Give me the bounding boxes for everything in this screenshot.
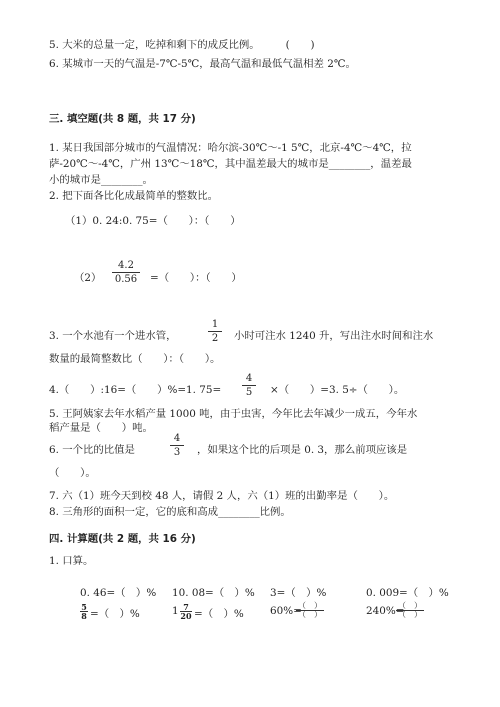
section-3-title: 三. 填空题(共 8 题，共 17 分): [49, 113, 196, 125]
fill-q2-part2-fraction: [112, 260, 140, 285]
fraction-bar: [242, 385, 256, 386]
calc-row2-item1-tail: =（ ）%: [90, 608, 140, 620]
fill-q3-fraction: [208, 319, 222, 344]
fraction-bar: [208, 331, 222, 332]
fill-q1-line2: 萨-20℃～-4℃，广州 13℃～18℃，其中温差最大的城市是________，温差最: [49, 158, 412, 170]
fill-q6-a: 6. 一个比的比值是: [49, 444, 135, 456]
fraction-bar: [170, 445, 184, 446]
fill-q5-line2: 稻产量是（ ）吨。: [49, 422, 153, 434]
section-4-title: 四. 计算题(共 2 题，共 16 分): [49, 533, 196, 545]
fill-q6-fraction: [170, 433, 184, 458]
fraction-numerator: 4: [173, 433, 181, 444]
fill-q4-fraction: [242, 373, 256, 398]
calc-row2-item2-whole: 1: [172, 605, 179, 617]
calc-row1-item1: 0. 46=（ ）%: [80, 587, 157, 599]
fraction-numerator: 7: [183, 602, 189, 612]
calc-row2-item1-fraction: [80, 603, 88, 620]
fraction-denominator: 5: [245, 387, 253, 398]
fraction-denominator-blank: （ ）: [398, 610, 422, 619]
calc-row2-item3-fraction: [296, 602, 324, 619]
fraction-denominator-blank: （ ）: [298, 610, 322, 619]
fraction-denominator: 3: [173, 447, 181, 458]
fraction-numerator-blank: （ ）: [398, 601, 422, 610]
fill-q1-line1: 1. 某日我国部分城市的气温情况：哈尔滨-30℃～-1 5℃，北京-4℃～4℃，拉: [49, 142, 412, 154]
fill-q7: 7. 六（1）班今天到校 48 人，请假 2 人，六（1）班的出勤率是（ ）。: [49, 490, 395, 502]
fraction-bar: [112, 272, 140, 273]
fraction-denominator: 0.56: [114, 274, 138, 285]
fraction-denominator: 20: [180, 611, 192, 621]
calc-row2-item4-head: 240%=: [366, 605, 405, 617]
fill-q5-line1: 5. 王阿姨家去年水稻产量 1000 吨，由于虫害，今年比去年减少一成五，今年水: [49, 408, 418, 420]
fraction-numerator-blank: （ ）: [298, 601, 322, 610]
fraction-numerator: 4: [245, 373, 253, 384]
fill-q3-line1-a: 3. 一个水池有一个进水管，: [49, 330, 177, 342]
fraction-numerator: 4.2: [118, 260, 134, 271]
judgment-q5: 5. 大米的总量一定，吃掉和剩下的成反比例。 ( ): [49, 39, 315, 51]
fill-q6-line2: （ ）。: [49, 467, 96, 479]
fill-q4-a: 4.（ ）:16=（ ）%=1. 75=: [49, 384, 222, 396]
fraction-denominator: 2: [211, 333, 219, 344]
fill-q3-line1-b: 小时可注水 1240 升，写出注水时间和注水: [234, 330, 434, 342]
fraction-denominator: 8: [81, 611, 87, 621]
judgment-q6: 6. 某城市一天的气温是-7℃-5℃，最高气温和最低气温相差 2℃。: [49, 58, 356, 70]
calc-row1-item4: 0. 009=（ ）%: [366, 587, 449, 599]
calc-row2-item3-head: 60%=: [270, 605, 302, 617]
calc-row2-item2-fraction: [180, 603, 192, 620]
fill-q2-part1: （1）0. 24:0. 75=（ ）：（ ）: [65, 215, 241, 227]
fill-q1-line3: 小的城市是________。: [49, 174, 153, 186]
fill-q2-part2-label: （2）: [74, 272, 102, 284]
fill-q8: 8. 三角形的面积一定，它的底和高成________比例。: [49, 506, 291, 518]
calc-row2-item4-fraction: [396, 602, 424, 619]
calc-row1-item3: 3=（ ）%: [270, 587, 327, 599]
fill-q2-part2-tail: =（ ）：（ ）: [150, 272, 242, 284]
fill-q3-line2: 数量的最简整数比（ ）：（ ）。: [49, 353, 221, 365]
calc-row1-item2: 10. 08=（ ）%: [172, 587, 255, 599]
fill-q4-b: ×（ ）=3. 5÷（ ）。: [270, 384, 405, 396]
calc-q1: 1. 口算。: [49, 555, 94, 567]
fraction-numerator: 5: [81, 602, 87, 612]
fill-q6-b: ，如果这个比的后项是 0. 3，那么前项应该是: [197, 444, 408, 456]
fill-q2: 2. 把下面各比化成最简单的整数比。: [49, 190, 219, 202]
calc-row2-item2-tail: =（ ）%: [194, 608, 244, 620]
fraction-numerator: 1: [211, 319, 219, 330]
